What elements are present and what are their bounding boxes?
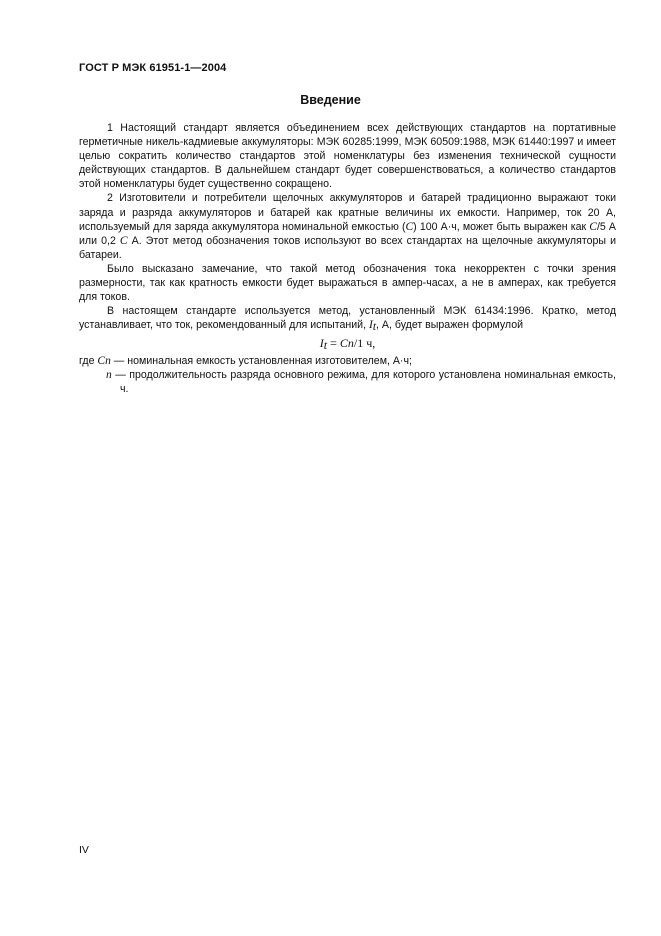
page-number: IV [79, 844, 89, 856]
definitions [79, 354, 616, 396]
paragraph-1: 1 Настоящий стандарт является объединением всех действующих стандартов на портативные герметичные никель-кадмиевые аккумуляторы: МЭК 60285:1999, МЭК 60509:1988, МЭК 61440:1997 и имеет целью сократить количество стандартов этой номенклатуры без изменения технической сущности действующих стандартов. В дальнейшем стандарт будет совершенствоваться, а количество стандартов этой номенклатуры будет существенно сокращено. [79, 122, 616, 191]
formula-subscript: t [323, 338, 328, 353]
definition-cn [79, 354, 616, 368]
formula [79, 336, 616, 353]
paragraph-2-part-a: 2 Изготовители и потребители щелочных аккумуляторов и батарей традиционно выражают токи заряда и разряда аккумуляторов и батарей как кратные величины их емкости. Например, ток 20 А, используемый для заряда аккумулятора номинальной емкостью ( [79, 192, 616, 233]
formula-current: I [319, 336, 324, 351]
paragraph-2-part-c: /5 А или 0,2 [79, 220, 616, 247]
paragraph-3: Было высказано замечание, что такой метод обозначения тока некорректен с точки зрения размерности, так как кратность емкости будет выражаться в ампер-часах, а не в амперах, как требуется для токов. [79, 262, 616, 304]
definition-n [79, 368, 616, 396]
section-title: Введение [300, 93, 361, 107]
definition-text-n: — продолжительность разряда основного режима, для которого установлена номинальная емкость, ч. [111, 368, 616, 395]
document-header: ГОСТ Р МЭК 61951-1—2004 [79, 62, 227, 74]
definition-text-cn: — номинальная емкость установленная изготовителем, А·ч; [110, 354, 412, 367]
paragraph-2-part-b: ) 100 А·ч, может быть выражен как [413, 220, 590, 233]
body-text [79, 121, 616, 396]
formula-equals: = [327, 336, 340, 351]
definition-term-cn: Cn [97, 354, 111, 367]
paragraph-4 [79, 304, 616, 332]
formula-rest: /1 ч, [353, 336, 376, 351]
paragraph-2 [79, 191, 616, 261]
current-subscript: t [372, 321, 377, 334]
capacity-symbol: C [119, 234, 128, 247]
paragraph-4-part-a: В настоящем стандарте используется метод, установленный МЭК 61434:1996. Кратко, метод устанавливает, что ток, рекомендованный для испытаний, [79, 305, 616, 332]
paragraph-2-part-d: А. Этот метод обозначения токов используют во всех стандартах на щелочные аккумуляторы и батареи. [79, 234, 616, 261]
capacity-symbol: C [589, 220, 597, 233]
definition-term-n: n [106, 368, 112, 381]
current-symbol: I [368, 319, 373, 332]
paragraph-4-part-b: , А, будет выражен формулой [376, 319, 524, 332]
formula-cn: Cn [339, 336, 354, 351]
capacity-symbol: C [405, 220, 414, 233]
definition-prefix: где [79, 354, 98, 367]
